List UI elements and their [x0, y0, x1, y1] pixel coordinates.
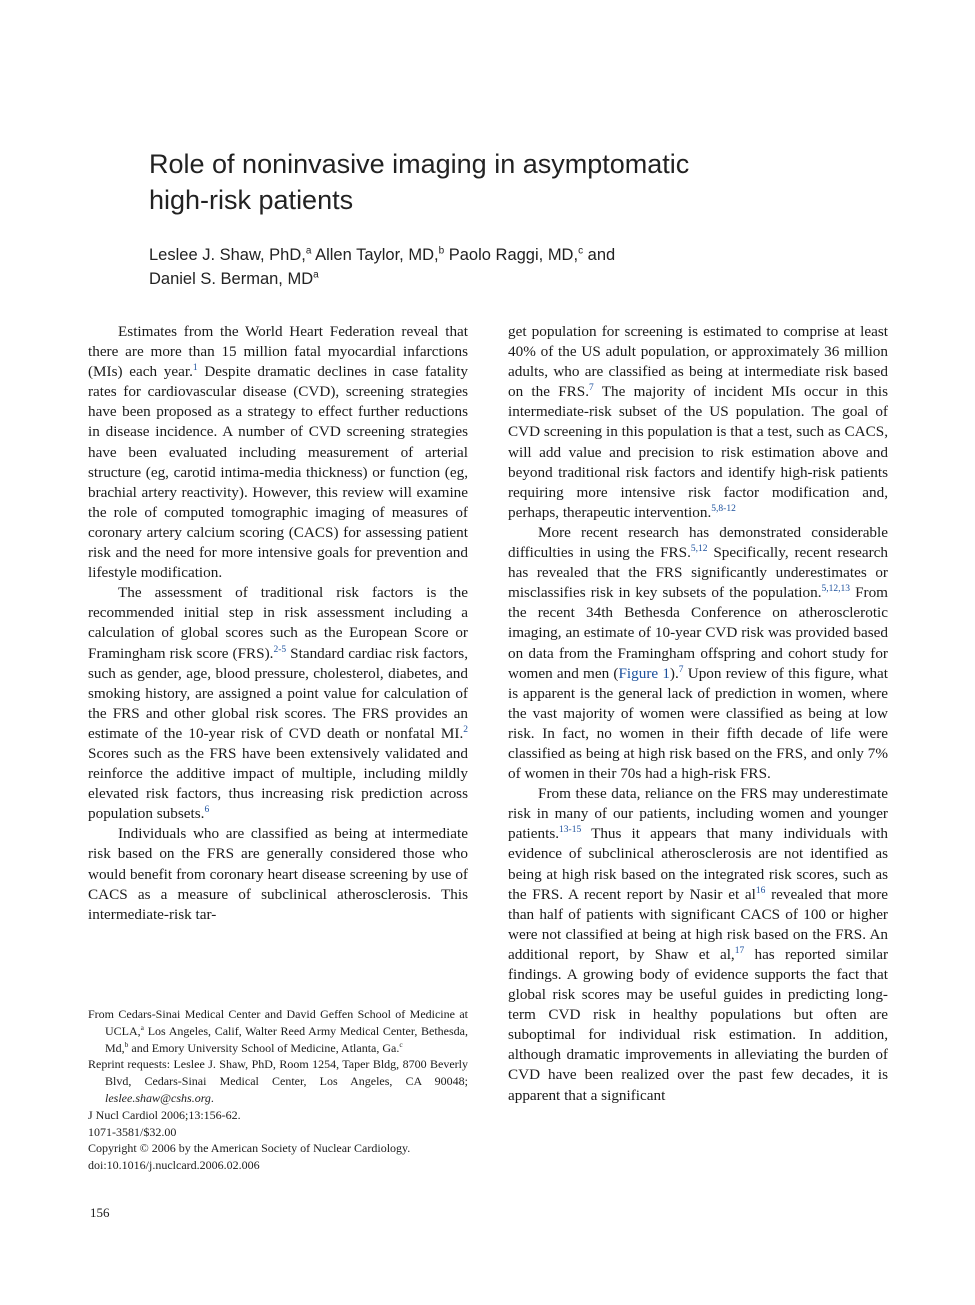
author-affiliation-mark: a	[313, 269, 319, 281]
author-list	[149, 243, 869, 291]
reference-citation[interactable]: 1	[192, 363, 198, 374]
article-title-line-2: high-risk patients	[149, 185, 354, 215]
footnote-text: and Emory University School of Medicine, Atlanta, Ga.	[128, 1040, 400, 1055]
reference-citation[interactable]: 16	[755, 885, 766, 896]
reprint-note	[88, 1056, 468, 1106]
author-affiliation-mark: c	[578, 245, 584, 257]
body-text: From these data, reliance on the FRS may underestimate risk in many of our patients, including women and younger patients.	[508, 785, 888, 843]
body-text: The majority of incident MIs occur in this intermediate-risk subset of the US population. The goal of CVD screening in this population is that a test, such as CACS, will add value and precision to risk estimation above and beyond traditional risk factors and identify high-risk patients requiring more intensive risk factor modification and, perhaps, therapeutic intervention.	[508, 383, 889, 521]
copyright-notice: Copyright © 2006 by the American Society of Nuclear Cardiology.	[88, 1141, 411, 1156]
body-paragraph	[88, 583, 468, 824]
body-column-right	[508, 322, 888, 1106]
footnote-text: Los Angeles, Calif, Walter Reed Army Medical Center, Bethesda, Md,	[105, 1023, 468, 1055]
author-line-1	[149, 243, 869, 267]
author-name: Paolo Raggi, MD,	[448, 246, 579, 264]
author-name: Leslee J. Shaw, PhD,	[149, 246, 306, 264]
body-text: From the recent 34th Bethesda Conference on atherosclerotic imaging, an estimate of 10-year CVD risk was provided based on data from the Framingham offspring and cohort study for women and men (	[508, 584, 888, 682]
body-text: ).	[669, 664, 679, 682]
author-email-link[interactable]: leslee.shaw@cshs.org	[105, 1090, 211, 1105]
reference-citation[interactable]: 2	[463, 724, 468, 735]
body-text: More recent research has demonstrated considerable difficulties in using the FRS.	[508, 523, 888, 562]
body-text: Individuals who are classified as being at intermediate risk based on the FRS are generally considered those who would benefit from coronary heart disease screening by use of CACS as a measure of subclinical atherosclerosis. This intermediate-risk tar-	[88, 825, 468, 923]
author-affiliation-mark: a	[305, 245, 312, 257]
body-text: Despite dramatic declines in case fatality rates for cardiovascular disease (CVD), screening strategies have been proposed as a strategy to effect further reductions in disease incidence. A number of CVD screening strategies have been evaluated including measurement of arterial structure (eg, carotid intima-media thickness) or function (eg, brachial artery reactivity). However, this review will examine the role of computed tomographic imaging of measures of coronary artery calcium scoring (CACS) for assessing patient risk and the need for more intensive goals for prevention and lifestyle modification.	[88, 363, 468, 582]
reference-citation[interactable]: 17	[734, 945, 745, 956]
article-title	[149, 146, 869, 218]
footnote-text: .	[210, 1090, 214, 1105]
affiliation-mark: a	[140, 1022, 145, 1032]
body-text: get population for screening is estimated to comprise at least 40% of the US adult population, or approximately 36 million adults, who are classified as being at intermediate risk based on the FRS.	[508, 323, 888, 401]
body-text: Specifically, recent research has revealed that the FRS significantly underestimates or misclassifies risk in key subsets of the population.	[508, 544, 888, 602]
body-text: has reported similar findings. A growing body of evidence supports the fact that global risk scores may be useful guides in predicting long-term CVD risk in healthy populations but often are suboptimal for individual risk estimation. In addition, although dramatic improvements in alleviating the burden of CVD have been realized over the past few decades, it is apparent that a significant	[508, 945, 888, 1104]
body-text: revealed that more than half of patients with significant CACS of 100 or higher were not classified at being at high risk based on the FRS. An additional report, by Shaw et al,	[508, 885, 888, 963]
body-text: Thus it appears that many individuals with evidence of subclinical atherosclerosis are not identified as being at high risk based on the integrated risk scores, such as the FRS. A recent report by Nasir et al	[508, 825, 888, 903]
doi-link[interactable]: doi:10.1016/j.nuclcard.2006.02.006	[88, 1158, 260, 1173]
affiliation-note	[88, 1006, 468, 1056]
author-name: Allen Taylor, MD,	[315, 246, 439, 264]
figure-1-link[interactable]: Figure 1	[618, 664, 670, 682]
reference-citation[interactable]: 13-15	[559, 825, 582, 836]
body-text: The assessment of traditional risk factors is the recommended initial step in risk assessment including a calculation of global scores such as the European Score or Framingham risk score (FRS).	[88, 584, 468, 662]
body-text: Standard cardiac risk factors, such as gender, age, blood pressure, cholesterol, diabetes, and smoking history, are assigned a point value for calculation of the FRS and other global risk scores. The FRS provides an estimate of the 10-year risk of CVD death or nonfatal MI.	[88, 644, 468, 742]
journal-citation: J Nucl Cardiol 2006;13:156-62.	[88, 1107, 241, 1122]
affiliation-mark: c	[399, 1039, 403, 1049]
body-text: Estimates from the World Heart Federation reveal that there are more than 15 million fatal myocardial infarctions (MIs) each year.	[88, 323, 468, 381]
reference-citation[interactable]: 6	[204, 805, 210, 816]
body-paragraph	[508, 523, 888, 784]
body-paragraph	[508, 784, 888, 1106]
footnotes	[88, 1006, 468, 1174]
author-line-2	[149, 267, 869, 291]
page-number: 156	[90, 1205, 110, 1220]
reference-citation[interactable]: 5,8-12	[711, 503, 736, 514]
reference-citation[interactable]: 5,12,13	[821, 584, 850, 595]
author-conjunction: and	[587, 246, 616, 264]
affiliation-mark: b	[124, 1039, 129, 1049]
reference-citation[interactable]: 2-5	[273, 644, 287, 655]
author-affiliation-mark: b	[438, 245, 445, 257]
issn-price: 1071-3581/$32.00	[88, 1124, 177, 1139]
reference-citation[interactable]: 5,12	[690, 543, 708, 554]
body-text: Upon review of this figure, what is apparent is the general lack of prediction in women, where the vast majority of women were classified as being at low risk. In fact, no women in their fifth decade of life were classified as being at high risk based on the FRS, and only 7% of women in their 70s had a high-risk FRS.	[508, 664, 889, 783]
footnote-text: From Cedars-Sinai Medical Center and David Geffen School of Medicine at UCLA,	[88, 1007, 468, 1038]
reference-citation[interactable]: 7	[589, 383, 594, 394]
body-paragraph	[508, 322, 888, 523]
author-name: Daniel S. Berman, MD	[149, 270, 314, 288]
body-paragraph	[88, 824, 468, 924]
footnote-text: Reprint requests: Leslee J. Shaw, PhD, Room 1254, Taper Bldg, 8700 Beverly Blvd, Cedars-Sinai Medical Center, Los Angeles, CA 90048;	[88, 1057, 468, 1089]
body-text: Scores such as the FRS have been extensively validated and reinforce the additive impact of multiple, including mildly elevated risk factors, thus increasing risk prediction across population subsets.	[88, 744, 468, 823]
reference-citation[interactable]: 7	[678, 664, 684, 675]
article-title-line-1: Role of noninvasive imaging in asymptomatic	[149, 149, 690, 179]
body-column-left	[88, 322, 468, 925]
body-paragraph	[88, 322, 468, 583]
